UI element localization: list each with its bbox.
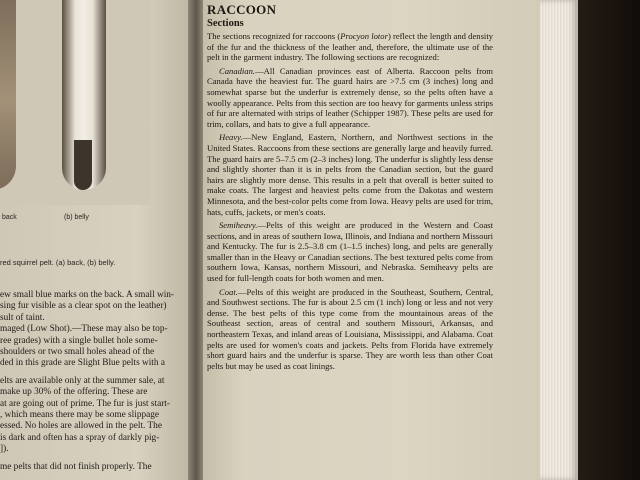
section-name-heavy: Heavy.: [219, 132, 243, 143]
left-text-line: is dark and often has a spray of darkly pig-: [0, 432, 160, 443]
section-name-coat: Coat.: [219, 286, 238, 297]
left-text-line: make up 30% of the offering. These are: [0, 387, 148, 398]
raccoon-article: [207, 0, 493, 371]
left-text-line: me pelts that did not finish properly. The: [0, 461, 152, 472]
section-name-canadian: Canadian.: [219, 65, 256, 76]
paragraph-canadian-text: —All Canadian provinces east of Alberta. Raccoon pelts from Canada have the heaviest fur. The guard hairs are >7.5 cm (3 inches) long and somewhat sparse but the underfur is extremely dense, so the pelts often have a woolly appearance. Pelts from this section are too heavy for garments unless strips of fur are alternated with strips of leather (Schipper 1987). These pelts are used for trim, collars, and hats to give a full appearance.: [207, 65, 493, 129]
caption-belly: (b) belly: [64, 214, 89, 221]
scientific-name: Procyon lotor: [340, 31, 388, 41]
left-text-line: elts are available only at the summer sale, at: [0, 375, 165, 386]
paragraph-canadian: [207, 66, 493, 130]
left-text-line: essed. No holes are allowed in the pelt. The: [0, 421, 162, 432]
left-text-line: sing fur visible as a clear spot on the leather): [0, 301, 167, 312]
page-title: RACCOON: [207, 2, 277, 17]
desk-background: [578, 0, 640, 480]
left-text-line: shoulders or two small holes ahead of the: [0, 347, 155, 358]
caption-back: back: [2, 214, 17, 221]
section-heading: Sections: [207, 18, 244, 29]
left-page: [0, 0, 196, 480]
article-body: [207, 31, 493, 371]
paragraph-heavy: [207, 132, 493, 217]
left-text-line: ew small blue marks on the back. A small win-: [0, 290, 175, 300]
paragraph-heavy-text: —New England, Eastern, Northern, and Northwest sections in the United States. Raccoons from these sections are generally large and heavily furred. The guard hairs are 5–7.5 cm (2–3 inches) long. The underfur is slightly less dense and slightly shorter than it is in pelts from the Canadian section, but the guard hairs are slightly more dense. This results in a pelt that overall is better suited to make coats. The largest and heaviest pelts come from the Dakotas and western Minnesota, and the best-color pelts come from Iowa. Heavy pelts are used for trim, hats, cuffs, jackets, or men's coats.: [207, 132, 493, 217]
section-name-semiheavy: Semiheavy.: [219, 220, 258, 231]
paragraph-semiheavy-text: —Pelts of this weight are produced in the Western and Coast sections, and in areas of southern Iowa, Illinois, and Indiana and northern Missouri and Kentucky. The fur is 2.5–3.8 cm (1–1.5 inches) long, and pelts are generally smaller than in the Heavy or Canadian sections. The best textured pelts come from southern Iowa, Kansas, northern Missouri, and Nebraska. Semiheavy pelts are used for full-length coats for both women and men.: [207, 220, 493, 284]
figure-caption: red squirrel pelt. (a) back, (b) belly.: [0, 258, 116, 267]
left-text-line: at are going out of prime. The fur is just start-: [0, 398, 170, 409]
left-text-line: sult of taint.: [0, 312, 45, 323]
left-text-line: ded in this grade are Slight Blue pelts with a: [0, 358, 165, 369]
pelt-back-image: [0, 0, 16, 190]
left-text-line: , which means there may be some slippage: [0, 410, 160, 421]
page-edges: [540, 0, 578, 480]
left-text-line: maged (Low Shot).—These may also be top-: [0, 324, 168, 335]
paragraph-semiheavy: [207, 220, 493, 284]
pelt-tail-image: [74, 140, 92, 190]
paragraph-coat-text: —Pelts of this weight are produced in the Southeast, Southern, Central, and Southwest sections. The fur is about 2.5 cm (1 inch) long or less and not very dense. The best pelts of this type come from the mountainous areas of the Southeast section, areas of central and southern Missouri, Arkansas, and northeastern Texas, and inland areas of Louisiana, Mississippi, and Alabama. Coat pelts are used for women's coats and jackets. Pelts from Florida have extremely short guard hairs and the underfur is sparse. They are worth less than other Coat pelts but may be used as coat linings.: [207, 286, 493, 371]
paragraph-coat: [207, 287, 493, 372]
squirrel-pelt-photo: [0, 0, 150, 205]
intro-paragraph: The sections recognized for raccoons (Procyon lotor) reflect the length and density of the fur and the thickness of the leather and, therefore, the ultimate use of the pelt in the garment industry. The following sections are recognized:: [207, 31, 494, 63]
left-text-line: ]).: [0, 444, 9, 455]
left-text-line: ree grades) with a single bullet hole some-: [0, 335, 158, 346]
left-page-text: [0, 290, 190, 473]
